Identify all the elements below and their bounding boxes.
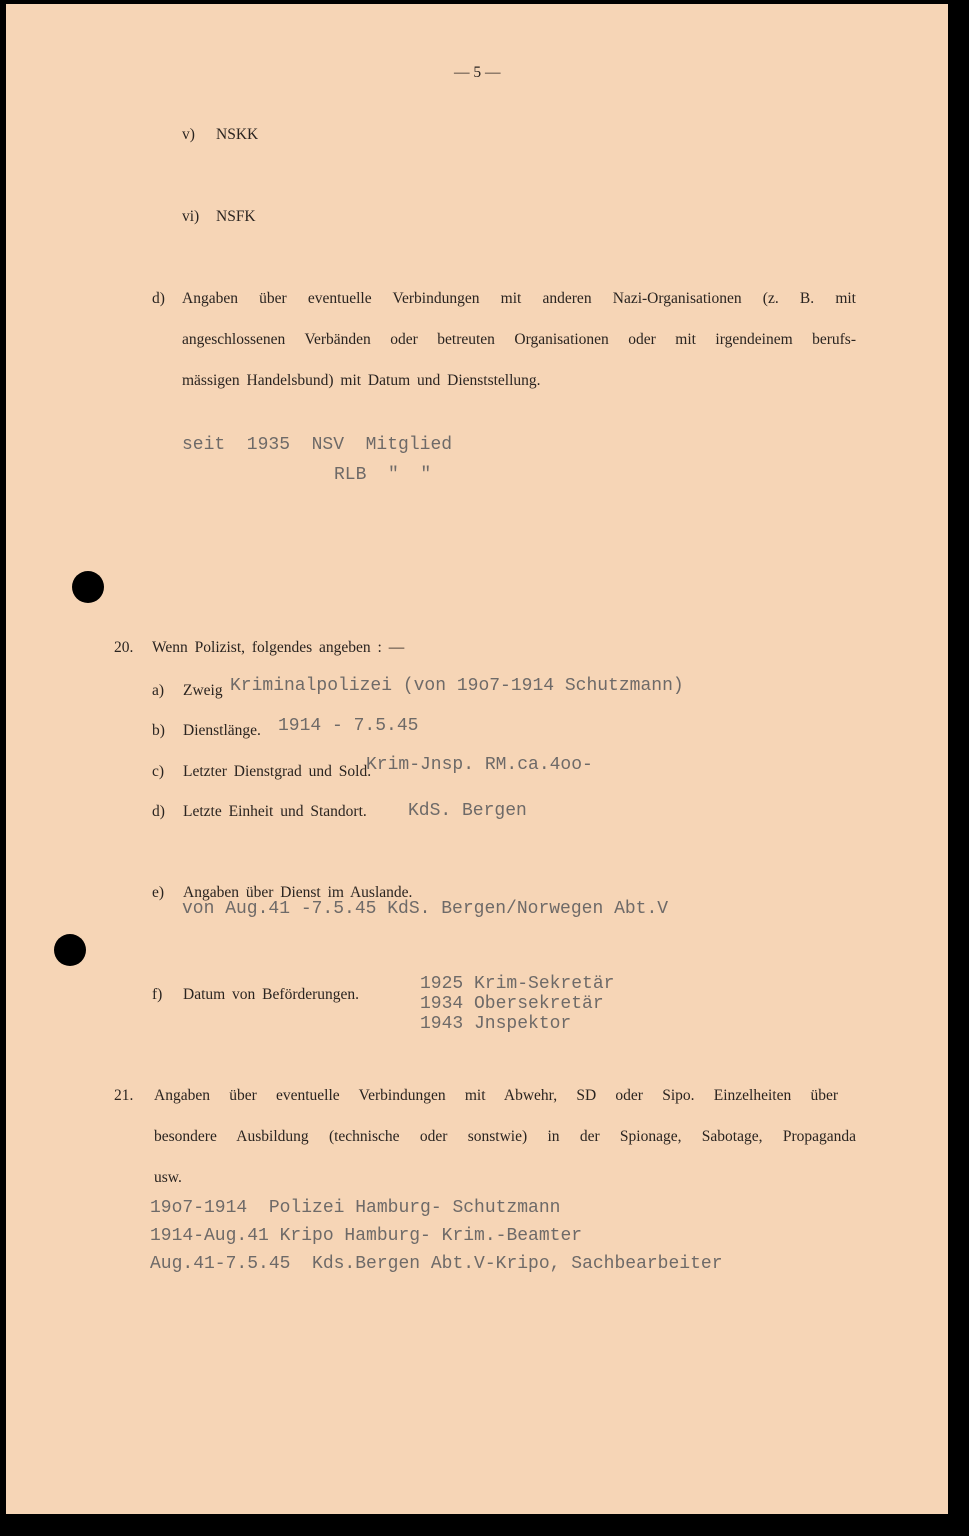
item-text: Dienstlänge. <box>183 722 261 739</box>
item-label: vi) <box>182 208 200 225</box>
item-text: Zweig <box>183 682 223 699</box>
typed-answer: RLB " " <box>334 465 432 485</box>
question-text: angeschlossenen Verbänden oder betreuten Organisationen oder mit irgendeinem berufs- <box>182 331 856 348</box>
punch-hole <box>72 571 104 603</box>
typed-answer: Aug.41-7.5.45 Kds.Bergen Abt.V-Kripo, Sachbearbeiter <box>150 1254 723 1274</box>
question-text: usw. <box>154 1169 182 1186</box>
item-text: Angaben über Dienst im Auslande. <box>183 884 413 901</box>
item-text: Datum von Beförderungen. <box>183 986 360 1003</box>
typed-answer: 1943 Jnspektor <box>420 1014 572 1034</box>
question-text: mässigen Handelsbund) mit Datum und Dienststellung. <box>182 372 541 389</box>
item-label: a) <box>152 682 165 699</box>
typed-answer: Krim-Jnsp. RM.ca.4oo- <box>366 755 593 775</box>
question-text: besondere Ausbildung (technische oder sonstwie) in der Spionage, Sabotage, Propaganda <box>154 1128 856 1145</box>
typed-answer: 1914 - 7.5.45 <box>278 716 419 736</box>
item-label: d) <box>152 290 165 307</box>
question-text: Angaben über eventuelle Verbindungen mit anderen Nazi-Organisationen (z. B. mit <box>182 290 856 307</box>
typed-answer: 1925 Krim-Sekretär <box>420 974 615 994</box>
punch-hole <box>54 934 86 966</box>
item-text: NSKK <box>216 126 259 143</box>
section-number: 20. <box>114 639 134 656</box>
item-label: c) <box>152 763 165 780</box>
section-number: 21. <box>114 1087 134 1104</box>
item-label: d) <box>152 803 165 820</box>
section-heading: Wenn Polizist, folgendes angeben : — <box>152 639 405 656</box>
page-number: — 5 — <box>454 64 501 81</box>
item-label: b) <box>152 722 165 739</box>
item-text: Letzter Dienstgrad und Sold. <box>183 763 372 780</box>
item-label: f) <box>152 986 163 1003</box>
typed-answer: KdS. Bergen <box>408 801 527 821</box>
question-text: Angaben über eventuelle Verbindungen mit Abwehr, SD oder Sipo. Einzelheiten über <box>154 1087 838 1104</box>
typed-answer: 19o7-1914 Polizei Hamburg- Schutzmann <box>150 1198 561 1218</box>
item-text: Letzte Einheit und Standort. <box>183 803 367 820</box>
item-label: v) <box>182 126 195 143</box>
item-label: e) <box>152 884 165 901</box>
typed-answer: seit 1935 NSV Mitglied <box>182 435 453 455</box>
typed-answer: von Aug.41 -7.5.45 KdS. Bergen/Norwegen Abt.V <box>182 899 669 919</box>
typed-answer: Kriminalpolizei (von 19o7-1914 Schutzmann) <box>230 676 684 696</box>
typed-answer: 1914-Aug.41 Kripo Hamburg- Krim.-Beamter <box>150 1226 583 1246</box>
typed-answer: 1934 Obersekretär <box>420 994 604 1014</box>
item-text: NSFK <box>216 208 256 225</box>
